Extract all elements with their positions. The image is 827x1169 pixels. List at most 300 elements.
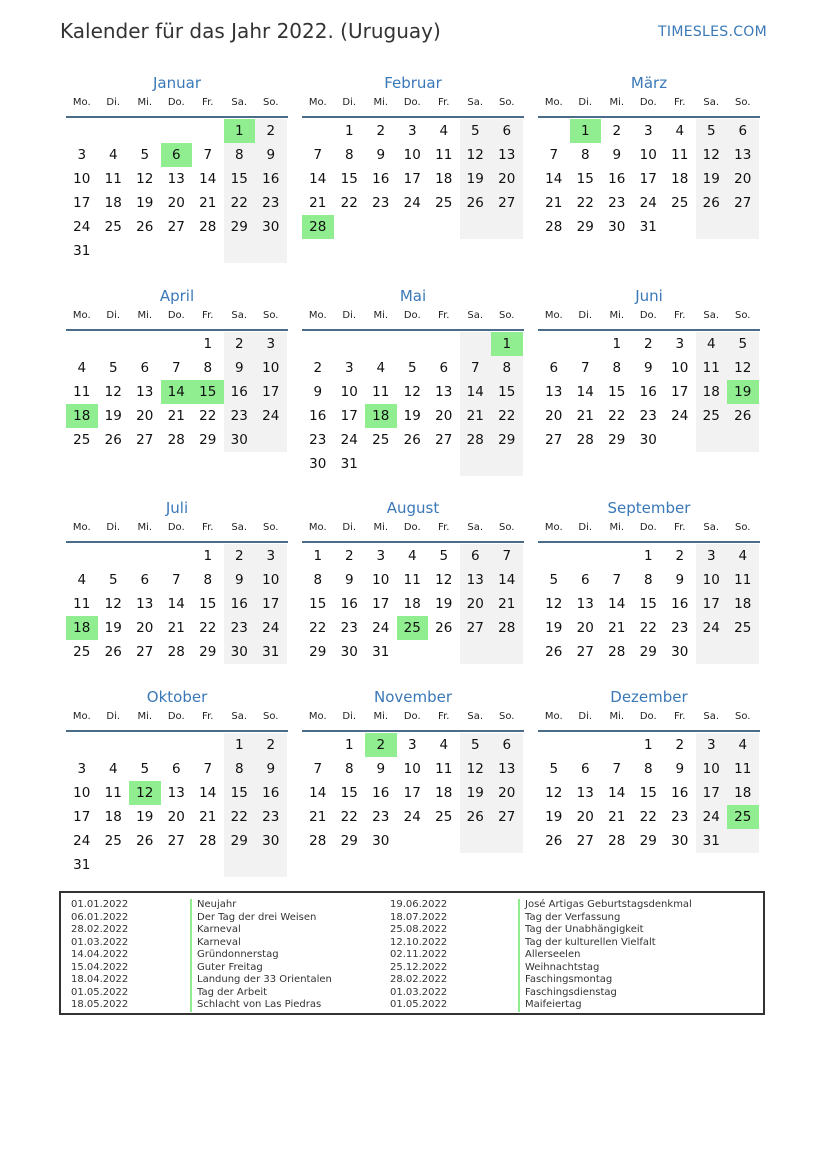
day-cell[interactable]: 27 (545, 432, 563, 448)
day-cell[interactable]: 26 (136, 219, 154, 235)
day-cell[interactable]: 15 (340, 785, 358, 801)
day-cell[interactable]: 1 (313, 548, 323, 564)
day-cell[interactable]: 25 (435, 809, 453, 825)
day-cell[interactable]: 26 (403, 432, 421, 448)
day-cell[interactable]: 8 (344, 147, 354, 163)
day-cell-holiday[interactable]: 25 (727, 805, 759, 829)
day-cell[interactable]: 6 (460, 544, 492, 568)
day-cell[interactable]: 30 (671, 833, 689, 849)
day-cell[interactable]: 15 (224, 167, 256, 191)
day-cell[interactable]: 29 (199, 644, 217, 660)
day-cell[interactable]: 2 (255, 119, 287, 143)
day-cell[interactable]: 13 (576, 785, 594, 801)
day-cell[interactable]: 15 (608, 384, 626, 400)
day-cell[interactable]: 7 (460, 356, 492, 380)
day-cell[interactable]: 15 (639, 785, 657, 801)
day-cell[interactable]: 15 (224, 781, 256, 805)
day-cell[interactable]: 5 (108, 572, 118, 588)
day-cell[interactable]: 19 (104, 620, 122, 636)
day-cell[interactable]: 13 (136, 596, 154, 612)
day-cell[interactable]: 22 (340, 195, 358, 211)
day-cell[interactable]: 22 (491, 404, 523, 428)
day-cell[interactable]: 13 (545, 384, 563, 400)
day-cell[interactable]: 9 (344, 572, 354, 588)
day-cell[interactable]: 22 (639, 620, 657, 636)
day-cell[interactable]: 31 (255, 640, 287, 664)
day-cell[interactable]: 27 (727, 191, 759, 215)
day-cell[interactable]: 28 (199, 833, 217, 849)
day-cell[interactable]: 22 (309, 620, 327, 636)
day-cell[interactable]: 24 (255, 616, 287, 640)
day-cell-holiday[interactable]: 25 (397, 616, 429, 640)
day-cell[interactable]: 20 (435, 408, 453, 424)
day-cell[interactable]: 4 (77, 360, 87, 376)
day-cell[interactable]: 7 (612, 761, 622, 777)
day-cell[interactable]: 14 (491, 568, 523, 592)
day-cell[interactable]: 28 (491, 616, 523, 640)
day-cell[interactable]: 20 (491, 167, 523, 191)
day-cell[interactable]: 18 (435, 785, 453, 801)
day-cell[interactable]: 7 (203, 761, 213, 777)
day-cell[interactable]: 19 (545, 809, 563, 825)
day-cell[interactable]: 25 (727, 616, 759, 640)
day-cell[interactable]: 14 (545, 171, 563, 187)
day-cell[interactable]: 12 (460, 143, 492, 167)
day-cell[interactable]: 7 (580, 360, 590, 376)
day-cell[interactable]: 16 (340, 596, 358, 612)
day-cell[interactable]: 29 (639, 833, 657, 849)
day-cell[interactable]: 25 (696, 404, 728, 428)
day-cell[interactable]: 29 (639, 644, 657, 660)
day-cell[interactable]: 17 (403, 785, 421, 801)
day-cell[interactable]: 31 (372, 644, 390, 660)
day-cell[interactable]: 26 (104, 432, 122, 448)
day-cell[interactable]: 6 (140, 360, 150, 376)
day-cell[interactable]: 16 (224, 380, 256, 404)
day-cell[interactable]: 21 (309, 809, 327, 825)
day-cell[interactable]: 23 (608, 195, 626, 211)
day-cell[interactable]: 23 (671, 620, 689, 636)
day-cell[interactable]: 9 (376, 761, 386, 777)
day-cell[interactable]: 11 (372, 384, 390, 400)
day-cell[interactable]: 23 (639, 408, 657, 424)
day-cell[interactable]: 11 (73, 384, 91, 400)
day-cell[interactable]: 21 (608, 809, 626, 825)
day-cell[interactable]: 8 (203, 572, 213, 588)
day-cell[interactable]: 15 (491, 380, 523, 404)
day-cell[interactable]: 16 (639, 384, 657, 400)
day-cell[interactable]: 18 (403, 596, 421, 612)
day-cell-holiday[interactable]: 14 (161, 380, 193, 404)
day-cell[interactable]: 18 (104, 809, 122, 825)
day-cell[interactable]: 1 (643, 548, 653, 564)
day-cell[interactable]: 15 (576, 171, 594, 187)
day-cell[interactable]: 25 (73, 644, 91, 660)
day-cell[interactable]: 15 (340, 171, 358, 187)
day-cell[interactable]: 11 (671, 147, 689, 163)
day-cell[interactable]: 6 (140, 572, 150, 588)
day-cell[interactable]: 2 (224, 332, 256, 356)
day-cell[interactable]: 27 (491, 805, 523, 829)
day-cell[interactable]: 26 (460, 191, 492, 215)
day-cell-holiday[interactable]: 18 (66, 404, 98, 428)
day-cell[interactable]: 16 (255, 167, 287, 191)
day-cell[interactable]: 31 (340, 456, 358, 472)
day-cell[interactable]: 9 (675, 572, 685, 588)
day-cell[interactable]: 4 (407, 548, 417, 564)
day-cell[interactable]: 7 (203, 147, 213, 163)
day-cell[interactable]: 26 (460, 805, 492, 829)
day-cell[interactable]: 19 (136, 195, 154, 211)
day-cell[interactable]: 8 (643, 761, 653, 777)
day-cell[interactable]: 17 (403, 171, 421, 187)
day-cell[interactable]: 8 (643, 572, 653, 588)
day-cell[interactable]: 12 (545, 596, 563, 612)
day-cell[interactable]: 20 (576, 809, 594, 825)
day-cell[interactable]: 13 (435, 384, 453, 400)
day-cell[interactable]: 20 (136, 620, 154, 636)
day-cell[interactable]: 16 (671, 785, 689, 801)
day-cell[interactable]: 2 (643, 336, 653, 352)
day-cell[interactable]: 13 (136, 384, 154, 400)
day-cell[interactable]: 10 (255, 568, 287, 592)
day-cell[interactable]: 2 (612, 123, 622, 139)
day-cell[interactable]: 8 (203, 360, 213, 376)
day-cell[interactable]: 6 (439, 360, 449, 376)
site-link[interactable]: TIMESLES.COM (658, 24, 767, 40)
day-cell[interactable]: 25 (435, 195, 453, 211)
day-cell[interactable]: 10 (639, 147, 657, 163)
day-cell[interactable]: 28 (576, 432, 594, 448)
day-cell[interactable]: 21 (460, 404, 492, 428)
day-cell[interactable]: 4 (108, 761, 118, 777)
day-cell[interactable]: 14 (199, 785, 217, 801)
day-cell[interactable]: 22 (576, 195, 594, 211)
day-cell[interactable]: 11 (727, 757, 759, 781)
day-cell[interactable]: 23 (340, 620, 358, 636)
day-cell[interactable]: 8 (491, 356, 523, 380)
day-cell[interactable]: 7 (313, 761, 323, 777)
day-cell[interactable]: 9 (313, 384, 323, 400)
day-cell[interactable]: 19 (403, 408, 421, 424)
day-cell[interactable]: 14 (309, 785, 327, 801)
day-cell[interactable]: 9 (255, 757, 287, 781)
day-cell[interactable]: 9 (675, 761, 685, 777)
day-cell[interactable]: 15 (639, 596, 657, 612)
day-cell[interactable]: 4 (376, 360, 386, 376)
day-cell[interactable]: 31 (639, 219, 657, 235)
day-cell[interactable]: 14 (199, 171, 217, 187)
day-cell[interactable]: 8 (580, 147, 590, 163)
day-cell[interactable]: 12 (403, 384, 421, 400)
day-cell[interactable]: 3 (696, 544, 728, 568)
day-cell[interactable]: 9 (376, 147, 386, 163)
day-cell[interactable]: 17 (372, 596, 390, 612)
day-cell[interactable]: 16 (372, 171, 390, 187)
day-cell[interactable]: 13 (491, 757, 523, 781)
day-cell[interactable]: 6 (580, 761, 590, 777)
day-cell[interactable]: 3 (344, 360, 354, 376)
day-cell[interactable]: 7 (491, 544, 523, 568)
day-cell[interactable]: 22 (608, 408, 626, 424)
day-cell[interactable]: 4 (696, 332, 728, 356)
day-cell[interactable]: 2 (255, 733, 287, 757)
day-cell[interactable]: 3 (255, 544, 287, 568)
day-cell[interactable]: 23 (255, 805, 287, 829)
day-cell[interactable]: 3 (696, 733, 728, 757)
day-cell[interactable]: 16 (255, 781, 287, 805)
day-cell[interactable]: 11 (403, 572, 421, 588)
day-cell[interactable]: 18 (104, 195, 122, 211)
day-cell[interactable]: 7 (549, 147, 559, 163)
day-cell[interactable]: 21 (309, 195, 327, 211)
day-cell[interactable]: 23 (224, 616, 256, 640)
day-cell[interactable]: 20 (460, 592, 492, 616)
day-cell[interactable]: 13 (460, 568, 492, 592)
day-cell[interactable]: 23 (372, 195, 390, 211)
day-cell[interactable]: 4 (108, 147, 118, 163)
day-cell[interactable]: 1 (643, 737, 653, 753)
day-cell[interactable]: 14 (309, 171, 327, 187)
day-cell[interactable]: 10 (696, 757, 728, 781)
day-cell[interactable]: 23 (309, 432, 327, 448)
day-cell[interactable]: 10 (255, 356, 287, 380)
day-cell[interactable]: 21 (576, 408, 594, 424)
day-cell[interactable]: 4 (727, 544, 759, 568)
day-cell[interactable]: 4 (439, 737, 449, 753)
day-cell[interactable]: 5 (727, 332, 759, 356)
day-cell[interactable]: 3 (77, 761, 87, 777)
day-cell[interactable]: 8 (344, 761, 354, 777)
day-cell[interactable]: 21 (167, 408, 185, 424)
day-cell[interactable]: 8 (313, 572, 323, 588)
day-cell[interactable]: 5 (140, 761, 150, 777)
day-cell[interactable]: 6 (580, 572, 590, 588)
day-cell[interactable]: 10 (403, 761, 421, 777)
day-cell[interactable]: 31 (696, 829, 728, 853)
day-cell-holiday[interactable]: 12 (129, 781, 161, 805)
day-cell[interactable]: 2 (376, 123, 386, 139)
day-cell[interactable]: 2 (675, 737, 685, 753)
day-cell[interactable]: 11 (104, 171, 122, 187)
day-cell[interactable]: 16 (224, 592, 256, 616)
day-cell[interactable]: 26 (435, 620, 453, 636)
day-cell[interactable]: 13 (576, 596, 594, 612)
day-cell[interactable]: 23 (255, 191, 287, 215)
day-cell[interactable]: 8 (612, 360, 622, 376)
day-cell-holiday[interactable]: 19 (727, 380, 759, 404)
day-cell[interactable]: 17 (255, 380, 287, 404)
day-cell[interactable]: 18 (696, 380, 728, 404)
day-cell[interactable]: 27 (136, 644, 154, 660)
day-cell[interactable]: 20 (136, 408, 154, 424)
day-cell[interactable]: 12 (435, 572, 453, 588)
day-cell[interactable]: 21 (199, 809, 217, 825)
day-cell[interactable]: 13 (727, 143, 759, 167)
day-cell[interactable]: 6 (549, 360, 559, 376)
day-cell[interactable]: 11 (727, 568, 759, 592)
day-cell[interactable]: 28 (608, 644, 626, 660)
day-cell[interactable]: 13 (491, 143, 523, 167)
day-cell[interactable]: 24 (403, 195, 421, 211)
day-cell[interactable]: 14 (167, 596, 185, 612)
day-cell[interactable]: 31 (73, 857, 91, 873)
day-cell[interactable]: 21 (167, 620, 185, 636)
day-cell[interactable]: 27 (167, 833, 185, 849)
day-cell[interactable]: 12 (727, 356, 759, 380)
day-cell[interactable]: 29 (224, 215, 256, 239)
day-cell[interactable]: 22 (199, 620, 217, 636)
day-cell[interactable]: 22 (199, 408, 217, 424)
day-cell[interactable]: 9 (643, 360, 653, 376)
day-cell[interactable]: 20 (545, 408, 563, 424)
day-cell[interactable]: 3 (77, 147, 87, 163)
day-cell[interactable]: 11 (435, 147, 453, 163)
day-cell[interactable]: 14 (460, 380, 492, 404)
day-cell[interactable]: 16 (309, 408, 327, 424)
day-cell[interactable]: 5 (439, 548, 449, 564)
day-cell[interactable]: 12 (696, 143, 728, 167)
day-cell[interactable]: 19 (136, 809, 154, 825)
day-cell[interactable]: 19 (460, 781, 492, 805)
day-cell[interactable]: 17 (696, 781, 728, 805)
day-cell[interactable]: 4 (439, 123, 449, 139)
day-cell[interactable]: 27 (576, 833, 594, 849)
day-cell[interactable]: 6 (491, 119, 523, 143)
day-cell[interactable]: 30 (309, 456, 327, 472)
day-cell[interactable]: 13 (167, 785, 185, 801)
day-cell[interactable]: 4 (727, 733, 759, 757)
day-cell[interactable]: 9 (255, 143, 287, 167)
day-cell[interactable]: 26 (696, 191, 728, 215)
day-cell[interactable]: 29 (199, 432, 217, 448)
day-cell[interactable]: 27 (576, 644, 594, 660)
day-cell[interactable]: 28 (460, 428, 492, 452)
day-cell[interactable]: 5 (696, 119, 728, 143)
day-cell[interactable]: 30 (639, 432, 657, 448)
day-cell[interactable]: 10 (696, 568, 728, 592)
day-cell[interactable]: 16 (372, 785, 390, 801)
day-cell[interactable]: 2 (313, 360, 323, 376)
day-cell[interactable]: 25 (372, 432, 390, 448)
day-cell[interactable]: 28 (309, 833, 327, 849)
day-cell[interactable]: 6 (727, 119, 759, 143)
day-cell[interactable]: 25 (73, 432, 91, 448)
day-cell[interactable]: 23 (671, 809, 689, 825)
day-cell[interactable]: 25 (104, 833, 122, 849)
day-cell-holiday[interactable]: 1 (570, 119, 602, 143)
day-cell[interactable]: 3 (407, 737, 417, 753)
day-cell[interactable]: 16 (671, 596, 689, 612)
day-cell[interactable]: 11 (104, 785, 122, 801)
day-cell[interactable]: 11 (73, 596, 91, 612)
day-cell[interactable]: 12 (104, 384, 122, 400)
day-cell[interactable]: 20 (491, 781, 523, 805)
day-cell[interactable]: 14 (608, 785, 626, 801)
day-cell[interactable]: 9 (224, 568, 256, 592)
day-cell[interactable]: 5 (549, 572, 559, 588)
day-cell[interactable]: 20 (167, 195, 185, 211)
day-cell[interactable]: 20 (727, 167, 759, 191)
day-cell[interactable]: 22 (340, 809, 358, 825)
day-cell[interactable]: 20 (576, 620, 594, 636)
day-cell[interactable]: 19 (460, 167, 492, 191)
day-cell[interactable]: 7 (171, 572, 181, 588)
day-cell[interactable]: 7 (612, 572, 622, 588)
day-cell[interactable]: 24 (639, 195, 657, 211)
day-cell[interactable]: 30 (224, 428, 256, 452)
day-cell[interactable]: 30 (671, 644, 689, 660)
day-cell[interactable]: 29 (309, 644, 327, 660)
day-cell[interactable]: 12 (545, 785, 563, 801)
day-cell[interactable]: 12 (460, 757, 492, 781)
day-cell[interactable]: 24 (403, 809, 421, 825)
day-cell[interactable]: 10 (340, 384, 358, 400)
day-cell[interactable]: 6 (171, 761, 181, 777)
day-cell[interactable]: 17 (696, 592, 728, 616)
day-cell[interactable]: 22 (224, 805, 256, 829)
day-cell[interactable]: 10 (671, 360, 689, 376)
day-cell[interactable]: 11 (696, 356, 728, 380)
day-cell[interactable]: 30 (340, 644, 358, 660)
day-cell-holiday[interactable]: 1 (491, 332, 523, 356)
day-cell[interactable]: 22 (639, 809, 657, 825)
day-cell[interactable]: 5 (549, 761, 559, 777)
day-cell[interactable]: 28 (545, 219, 563, 235)
day-cell[interactable]: 26 (545, 833, 563, 849)
day-cell[interactable]: 7 (171, 360, 181, 376)
day-cell[interactable]: 5 (140, 147, 150, 163)
day-cell[interactable]: 5 (108, 360, 118, 376)
day-cell[interactable]: 12 (136, 171, 154, 187)
day-cell-holiday[interactable]: 2 (365, 733, 397, 757)
day-cell-holiday[interactable]: 15 (192, 380, 224, 404)
day-cell[interactable]: 29 (576, 219, 594, 235)
day-cell[interactable]: 3 (376, 548, 386, 564)
day-cell[interactable]: 19 (696, 167, 728, 191)
day-cell[interactable]: 1 (344, 123, 354, 139)
day-cell[interactable]: 22 (224, 191, 256, 215)
day-cell[interactable]: 29 (224, 829, 256, 853)
day-cell[interactable]: 26 (136, 833, 154, 849)
day-cell[interactable]: 28 (199, 219, 217, 235)
day-cell[interactable]: 10 (73, 785, 91, 801)
day-cell[interactable]: 1 (224, 733, 256, 757)
day-cell-holiday[interactable]: 28 (302, 215, 334, 239)
day-cell[interactable]: 27 (491, 191, 523, 215)
day-cell[interactable]: 2 (344, 548, 354, 564)
day-cell[interactable]: 17 (73, 195, 91, 211)
day-cell[interactable]: 19 (545, 620, 563, 636)
day-cell[interactable]: 25 (671, 195, 689, 211)
day-cell[interactable]: 17 (671, 384, 689, 400)
day-cell[interactable]: 21 (491, 592, 523, 616)
day-cell[interactable]: 10 (403, 147, 421, 163)
day-cell[interactable]: 29 (608, 432, 626, 448)
day-cell[interactable]: 24 (73, 833, 91, 849)
day-cell[interactable]: 28 (167, 432, 185, 448)
day-cell[interactable]: 1 (612, 336, 622, 352)
day-cell[interactable]: 5 (460, 119, 492, 143)
day-cell[interactable]: 5 (460, 733, 492, 757)
day-cell-holiday[interactable]: 18 (66, 616, 98, 640)
day-cell[interactable]: 4 (675, 123, 685, 139)
day-cell[interactable]: 19 (104, 408, 122, 424)
day-cell[interactable]: 21 (545, 195, 563, 211)
day-cell[interactable]: 15 (309, 596, 327, 612)
day-cell[interactable]: 30 (224, 640, 256, 664)
day-cell[interactable]: 16 (608, 171, 626, 187)
